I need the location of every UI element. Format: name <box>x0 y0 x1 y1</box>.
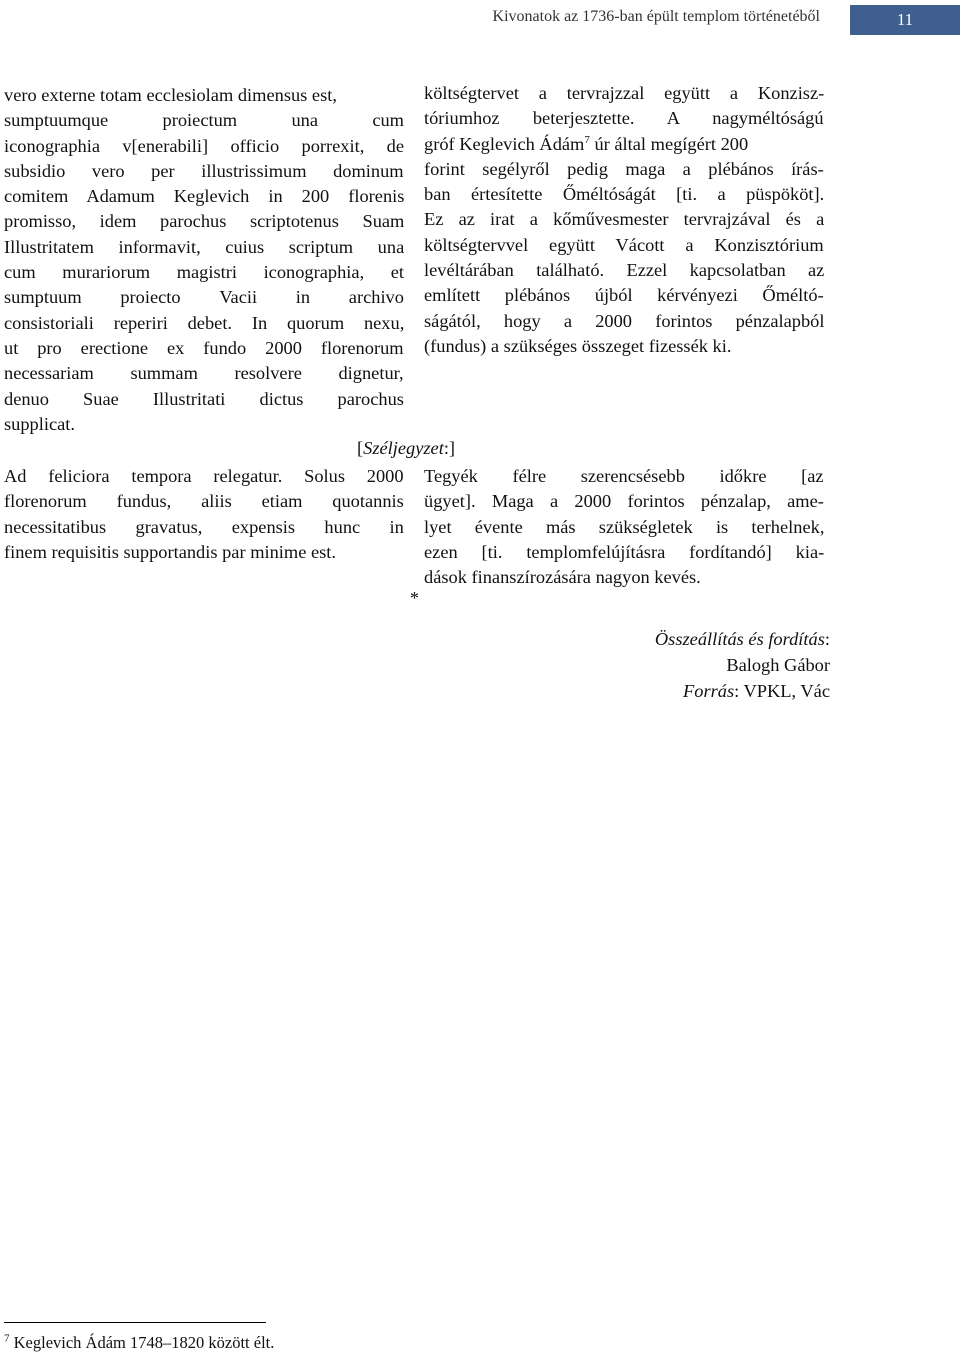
word: cum <box>372 110 404 131</box>
text-line: említett plébános újból kérvényezi Őméltó- <box>424 285 824 306</box>
text-line <box>4 108 404 133</box>
footnote <box>4 1333 274 1353</box>
text-line: Tegyék félre szerencsésebb időkre [az <box>424 466 824 486</box>
source-value: : VPKL, Vác <box>734 681 830 701</box>
source-line <box>655 678 830 704</box>
word: una <box>291 110 318 131</box>
text-line: supplicat. <box>4 413 75 434</box>
word: in <box>295 287 311 308</box>
hungarian-paragraph-1 <box>424 81 824 359</box>
latin-paragraph-2 <box>4 464 404 565</box>
text-line: ügyet]. Maga a 2000 forintos pénzalap, ame- <box>424 491 824 512</box>
bracket-open: [ <box>357 438 364 458</box>
text-line: Ad feliciora tempora relegatur. Solus 2000 <box>4 466 404 486</box>
text-line: finem requisitis supportandis par minime est. <box>4 541 337 562</box>
compiled-label: Összeállítás és fordítás <box>654 629 825 649</box>
hungarian-paragraph-2 <box>424 464 824 590</box>
text-line: ut pro erectione ex fundo 2000 florenorum <box>4 337 404 358</box>
text-line: subsidio vero per illustrissimum dominum <box>4 160 404 181</box>
text-line: (fundus) a szükséges összeget fizessék ki. <box>424 335 732 356</box>
credits-block <box>655 626 830 704</box>
marginal-note-label: Széljegyzet <box>363 438 444 458</box>
text-line: forint segélyről pedig maga a plébános írás- <box>424 158 824 179</box>
compiled-line <box>655 626 830 652</box>
word: archivo <box>348 287 404 308</box>
text-line: dások finanszírozására nagyon kevés. <box>424 567 701 588</box>
text-line: levéltárában található. Ezzel kapcsolatban az <box>424 260 825 281</box>
footnote-number: 7 <box>4 1332 10 1345</box>
text-line: tóriumhoz beterjesztette. A nagyméltóságú <box>424 108 824 129</box>
text-line: promisso, idem parochus scriptotenus Suam <box>4 211 405 232</box>
section-separator: * <box>410 588 419 608</box>
source-label: Forrás <box>683 681 735 701</box>
word: proiectum <box>162 110 238 131</box>
text-line <box>4 285 404 310</box>
word: Vacii <box>219 287 258 308</box>
text-line: ezen [ti. templomfelújításra fordítandó] kia- <box>424 541 825 562</box>
text-line <box>4 83 404 108</box>
text-line: necessitatibus gravatus, expensis hunc in <box>4 516 404 537</box>
word: sumptuumque <box>4 110 109 131</box>
text-line: consistoriali reperiri debet. In quorum nexu, <box>4 312 405 333</box>
text-line: költségtervet a tervrajzzal együtt a Konzisz- <box>424 83 825 103</box>
marginal-note-heading <box>357 438 455 459</box>
page-header <box>0 5 960 29</box>
line-text: vero externe totam ecclesiolam dimensus est, <box>4 85 337 105</box>
text-line: necessariam summam resolvere dignetur, <box>4 363 404 384</box>
text-line: florenorum fundus, aliis etiam quotannis <box>4 491 404 512</box>
line-text: gróf Keglevich Ádám <box>424 133 585 154</box>
text-line: költségtervvel együtt Vácott a Konzisztórium <box>424 234 824 255</box>
text-line: lyet évente más szükségletek is terhelnek, <box>424 516 825 537</box>
footnote-rule <box>4 1322 266 1323</box>
text-line: Illustritatem informavit, cuius scriptum una <box>4 236 405 257</box>
text-line: cum murariorum magistri iconographia, et <box>4 262 405 283</box>
bracket-close: :] <box>443 438 456 458</box>
text-line: ban értesítette Őméltóságát [ti. a püspököt]. <box>424 184 825 205</box>
footnote-ref: 7 <box>584 133 590 146</box>
running-title: Kivonatok az 1736-ban épült templom történetéből <box>492 8 820 25</box>
text-line: denuo Suae Illustritati dictus parochus <box>4 388 404 409</box>
line-text: úr által megígért 200 <box>594 133 749 154</box>
text-line: ságától, hogy a 2000 forintos pénzalapból <box>424 310 825 331</box>
text-line: Ez az irat a kőművesmester tervrajzával és a <box>424 209 825 230</box>
text-line <box>424 132 824 157</box>
footnote-text: Keglevich Ádám 1748–1820 között élt. <box>9 1333 275 1352</box>
text-line: iconographia v[enerabili] officio porrexit, de <box>4 135 405 156</box>
text-line: comitem Adamum Keglevich in 200 florenis <box>4 186 405 207</box>
word: sumptuum <box>4 287 82 308</box>
compiler-name: Balogh Gábor <box>726 655 830 675</box>
compiled-colon: : <box>824 629 830 649</box>
word: proiecto <box>120 287 181 308</box>
latin-paragraph-1 <box>4 83 404 437</box>
page-number: 11 <box>850 5 960 35</box>
